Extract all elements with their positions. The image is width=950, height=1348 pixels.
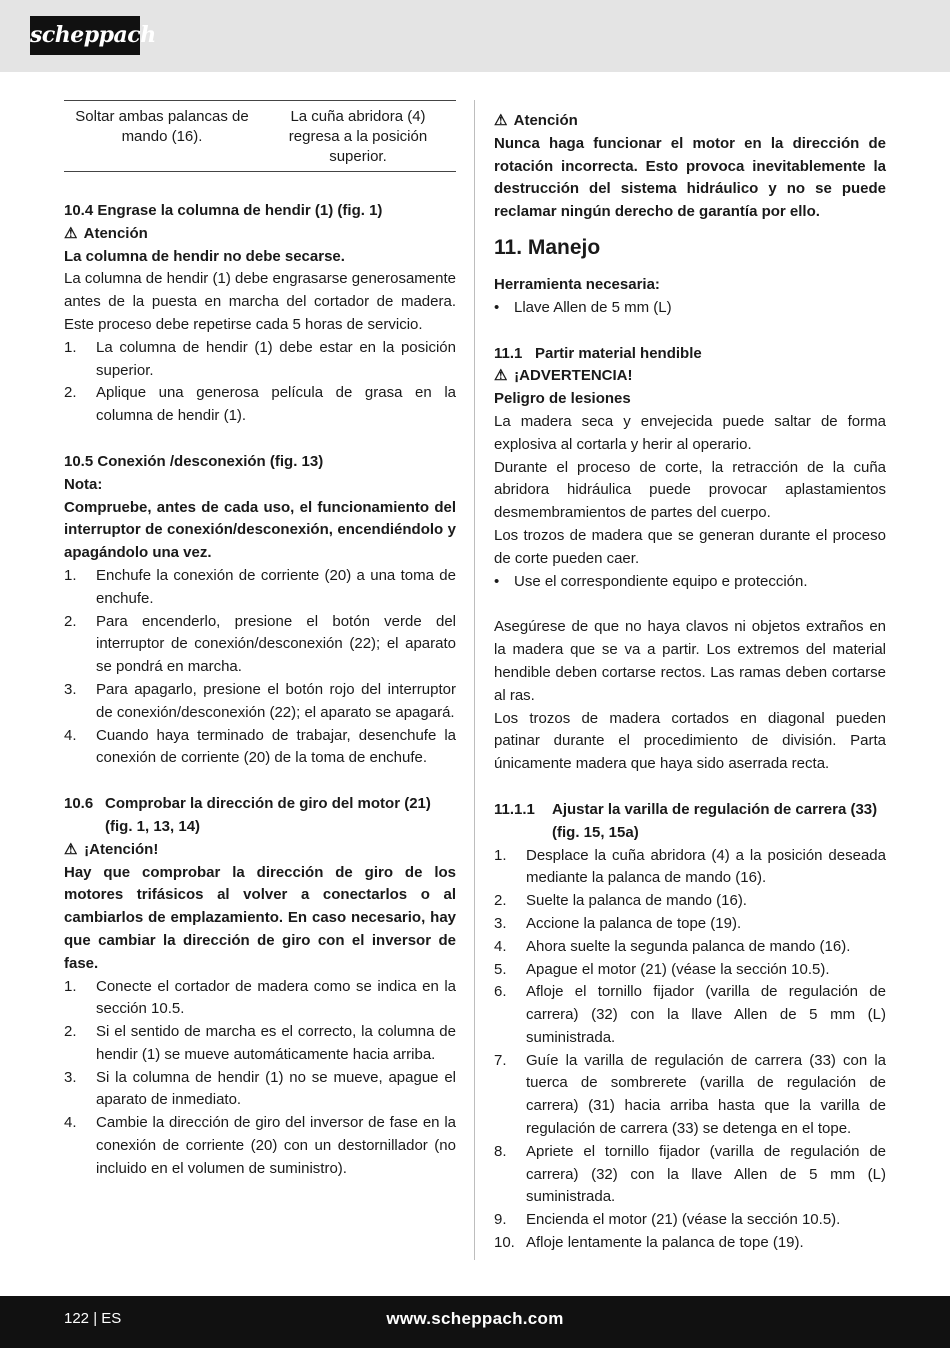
step-item (494, 981, 886, 1049)
right-column (494, 110, 886, 1255)
website-link[interactable]: www.scheppach.com (386, 1309, 564, 1328)
tools-list (494, 297, 886, 320)
list-item: • Use el correspondiente equipo e protección. (494, 571, 886, 594)
step-item (64, 1112, 456, 1180)
warning-label: Atención (513, 112, 578, 129)
section-title (64, 793, 456, 839)
step-number: 7. (494, 1051, 507, 1069)
steps-list (64, 337, 456, 428)
page-number: 122 | ES (64, 1310, 122, 1327)
chapter-title: 11. Manejo (494, 235, 601, 259)
step-number: 9. (494, 1211, 507, 1229)
column-divider (474, 100, 475, 1260)
step-number: 4. (494, 937, 507, 955)
step-item (64, 565, 456, 611)
step-text: Conecte el cortador de madera como se indica en la sección 10.5. (96, 977, 456, 1018)
header-band (0, 0, 950, 72)
step-item (494, 1050, 886, 1141)
step-item (494, 1209, 886, 1232)
step-text: Enchufe la conexión de corriente (20) a una toma de enchufe. (96, 566, 456, 607)
step-item (494, 890, 886, 913)
warning-text: Nunca haga funcionar el motor en la dirección de rotación incorrecta. Esto provoca inevitablemente la destrucción del sistema hidráulico y no se puede reclamar ningún derecho de garantía por ello. (494, 134, 886, 221)
step-text: Apague el motor (21) (véase la sección 10.5). (526, 960, 830, 978)
step-item (64, 976, 456, 1022)
section-10-6 (64, 793, 456, 1181)
left-column (64, 100, 456, 1181)
warning-label: Atención (83, 224, 148, 242)
note-text: Compruebe, antes de cada uso, el funcionamiento del interruptor de conexión/desconexión, encendiéndolo y apagándolo una vez. (64, 498, 456, 562)
step-number: 6. (494, 983, 507, 1001)
table-cell-action: Soltar ambas palancas de mando (16). (75, 108, 249, 145)
step-text: Guíe la varilla de regulación de carrera (33) con la tuerca de sombrerete (varilla de regulación de carrera) (31) hacia arriba hasta que la varilla de regulación de carrera (33) se detenga en el tope. (526, 1051, 886, 1138)
step-number: 3. (64, 1068, 77, 1086)
section-11-1-1 (494, 799, 886, 1255)
step-item (64, 611, 456, 679)
step-item (64, 1021, 456, 1067)
section-11-1 (494, 343, 886, 776)
warning-triangle-icon: ⚠ (64, 840, 78, 858)
step-text: Para encenderlo, presione el botón verde del interruptor de conexión/desconexión (22); el aparato se pondrá en marcha. (96, 612, 456, 676)
tools-label: Herramienta necesaria: (494, 275, 660, 293)
steps-list (64, 565, 456, 770)
step-item (494, 1141, 886, 1209)
brand-logo: scheppach (30, 16, 140, 55)
step-text: Cuando haya terminado de trabajar, desenchufe la conexión de corriente (20) de la toma de enchufe. (96, 726, 456, 767)
step-number: 5. (494, 960, 507, 978)
step-item (494, 959, 886, 982)
warning-triangle-icon: ⚠ (64, 224, 78, 242)
step-number: 3. (64, 680, 77, 698)
warning-text: Hay que comprobar la dirección de giro de los motores trifásicos al volver a conectarlos o al cambiarlos de emplazamiento. En caso necesario, hay que cambiar la dirección de giro con el inversor de fase. (64, 863, 456, 972)
note-label: Nota: (64, 475, 103, 493)
section-title: 10.5 Conexión /desconexión (fig. 13) (64, 452, 324, 470)
step-number: 1. (494, 846, 507, 864)
step-number: 4. (64, 726, 77, 744)
step-number: 10. (494, 1234, 515, 1252)
step-text: Ahora suelte la segunda palanca de mando (16). (526, 937, 851, 955)
step-text: Cambie la dirección de giro del inversor de fase en la conexión de corriente (20) con un destornillador (no incluido en el volumen de suministro). (96, 1114, 456, 1177)
step-text: Apriete el tornillo fijador (varilla de regulación de carrera) (32) con la llave Allen de 5 mm (L) suministrada. (526, 1142, 886, 1206)
footer-bar (0, 1296, 950, 1348)
warning-label: ¡ADVERTENCIA! (514, 367, 633, 385)
table-row (64, 101, 456, 172)
table-cell-result: La cuña abridora (4) regresa a la posición superior. (288, 108, 428, 165)
section-title-text: Ajustar la varilla de regulación de carrera (33) (fig. 15, 15a) (552, 800, 878, 841)
section-title: 10.4 Engrase la columna de hendir (1) (fig. 1) (64, 202, 383, 219)
section-title-text: Comprobar la dirección de giro del motor (21) (fig. 1, 13, 14) (105, 795, 431, 835)
list-item: • Llave Allen de 5 mm (L) (494, 297, 886, 320)
bullet-list (494, 571, 886, 594)
body-text: La madera seca y envejecida puede saltar de forma explosiva al cortarla y herir al operario. (494, 412, 886, 453)
body-text: Asegúrese de que no haya clavos ni objetos extraños en la madera que se va a partir. Los extremos del material hendible deben cortarse rectos. Las ramas deben cortarse al ras. (494, 618, 886, 704)
steps-list (64, 976, 456, 1181)
section-title (494, 343, 886, 366)
step-number: 2. (64, 612, 77, 630)
section-title (494, 799, 886, 845)
step-item (64, 382, 456, 428)
step-number: 4. (64, 1114, 77, 1132)
step-item (494, 913, 886, 936)
step-text: Suelte la palanca de mando (16). (526, 892, 747, 910)
warning-text: La columna de hendir no debe secarse. (64, 247, 345, 265)
step-number: 2. (64, 384, 77, 402)
warning-label: ¡Atención! (84, 840, 159, 858)
step-number: 1. (64, 338, 77, 356)
step-text: Afloje lentamente la palanca de tope (19). (526, 1234, 804, 1252)
lever-table (64, 100, 456, 172)
step-text: Desplace la cuña abridora (4) a la posición deseada mediante la palanca de mando (16). (526, 846, 886, 887)
step-number: 8. (494, 1142, 507, 1160)
step-text: Afloje el tornillo fijador (varilla de regulación de carrera) (32) con la llave Allen de 5 mm (L) suministrada. (526, 983, 886, 1046)
section-number: 10.6 (64, 795, 94, 813)
section-10-4 (64, 200, 456, 428)
body-text: La columna de hendir (1) debe engrasarse generosamente antes de la puesta en marcha del cortador de madera. Este proceso debe repetirse cada 5 horas de servicio. (64, 270, 456, 333)
step-item (64, 1067, 456, 1113)
step-number: 1. (64, 977, 77, 995)
section-number: 11.1 (494, 344, 523, 362)
step-item (494, 936, 886, 959)
step-item (64, 679, 456, 725)
body-text: Durante el proceso de corte, la retracción de la cuña abridora hidráulica puede provocar aplastamientos desmembramientos de partes del cuerpo. (494, 458, 886, 522)
step-text: Accione la palanca de tope (19). (526, 914, 742, 932)
step-number: 1. (64, 566, 77, 584)
step-text: Aplique una generosa película de grasa en la columna de hendir (1). (96, 384, 456, 425)
section-10-5 (64, 451, 456, 770)
warning-triangle-icon: ⚠ (494, 367, 508, 385)
step-number: 2. (494, 892, 507, 910)
section-title-text: Partir material hendible (535, 344, 702, 362)
step-number: 2. (64, 1023, 77, 1041)
step-item (64, 337, 456, 383)
step-text: Si la columna de hendir (1) no se mueve, apague el aparato de inmediato. (96, 1068, 456, 1109)
step-text: Encienda el motor (21) (véase la sección 10.5). (526, 1211, 841, 1229)
danger-label: Peligro de lesiones (494, 390, 631, 408)
step-item (494, 845, 886, 891)
step-text: Para apagarlo, presione el botón rojo del interruptor de conexión/desconexión (22); el aparato se apagará. (96, 680, 456, 721)
section-number: 11.1.1 (494, 800, 535, 818)
step-text: La columna de hendir (1) debe estar en la posición superior. (96, 338, 456, 379)
body-text: Los trozos de madera cortados en diagonal pueden patinar durante el procedimiento de división. Parta únicamente madera que haya sido aserrada recta. (494, 709, 886, 773)
steps-list (494, 845, 886, 1255)
step-text: Si el sentido de marcha es el correcto, la columna de hendir (1) se mueve automáticamente hacia arriba. (96, 1023, 456, 1063)
step-item (64, 725, 456, 771)
body-text: Los trozos de madera que se generan durante el proceso de corte pueden caer. (494, 526, 886, 567)
warning-triangle-icon: ⚠ (494, 112, 508, 129)
step-number: 3. (494, 914, 507, 932)
step-item (494, 1232, 886, 1255)
